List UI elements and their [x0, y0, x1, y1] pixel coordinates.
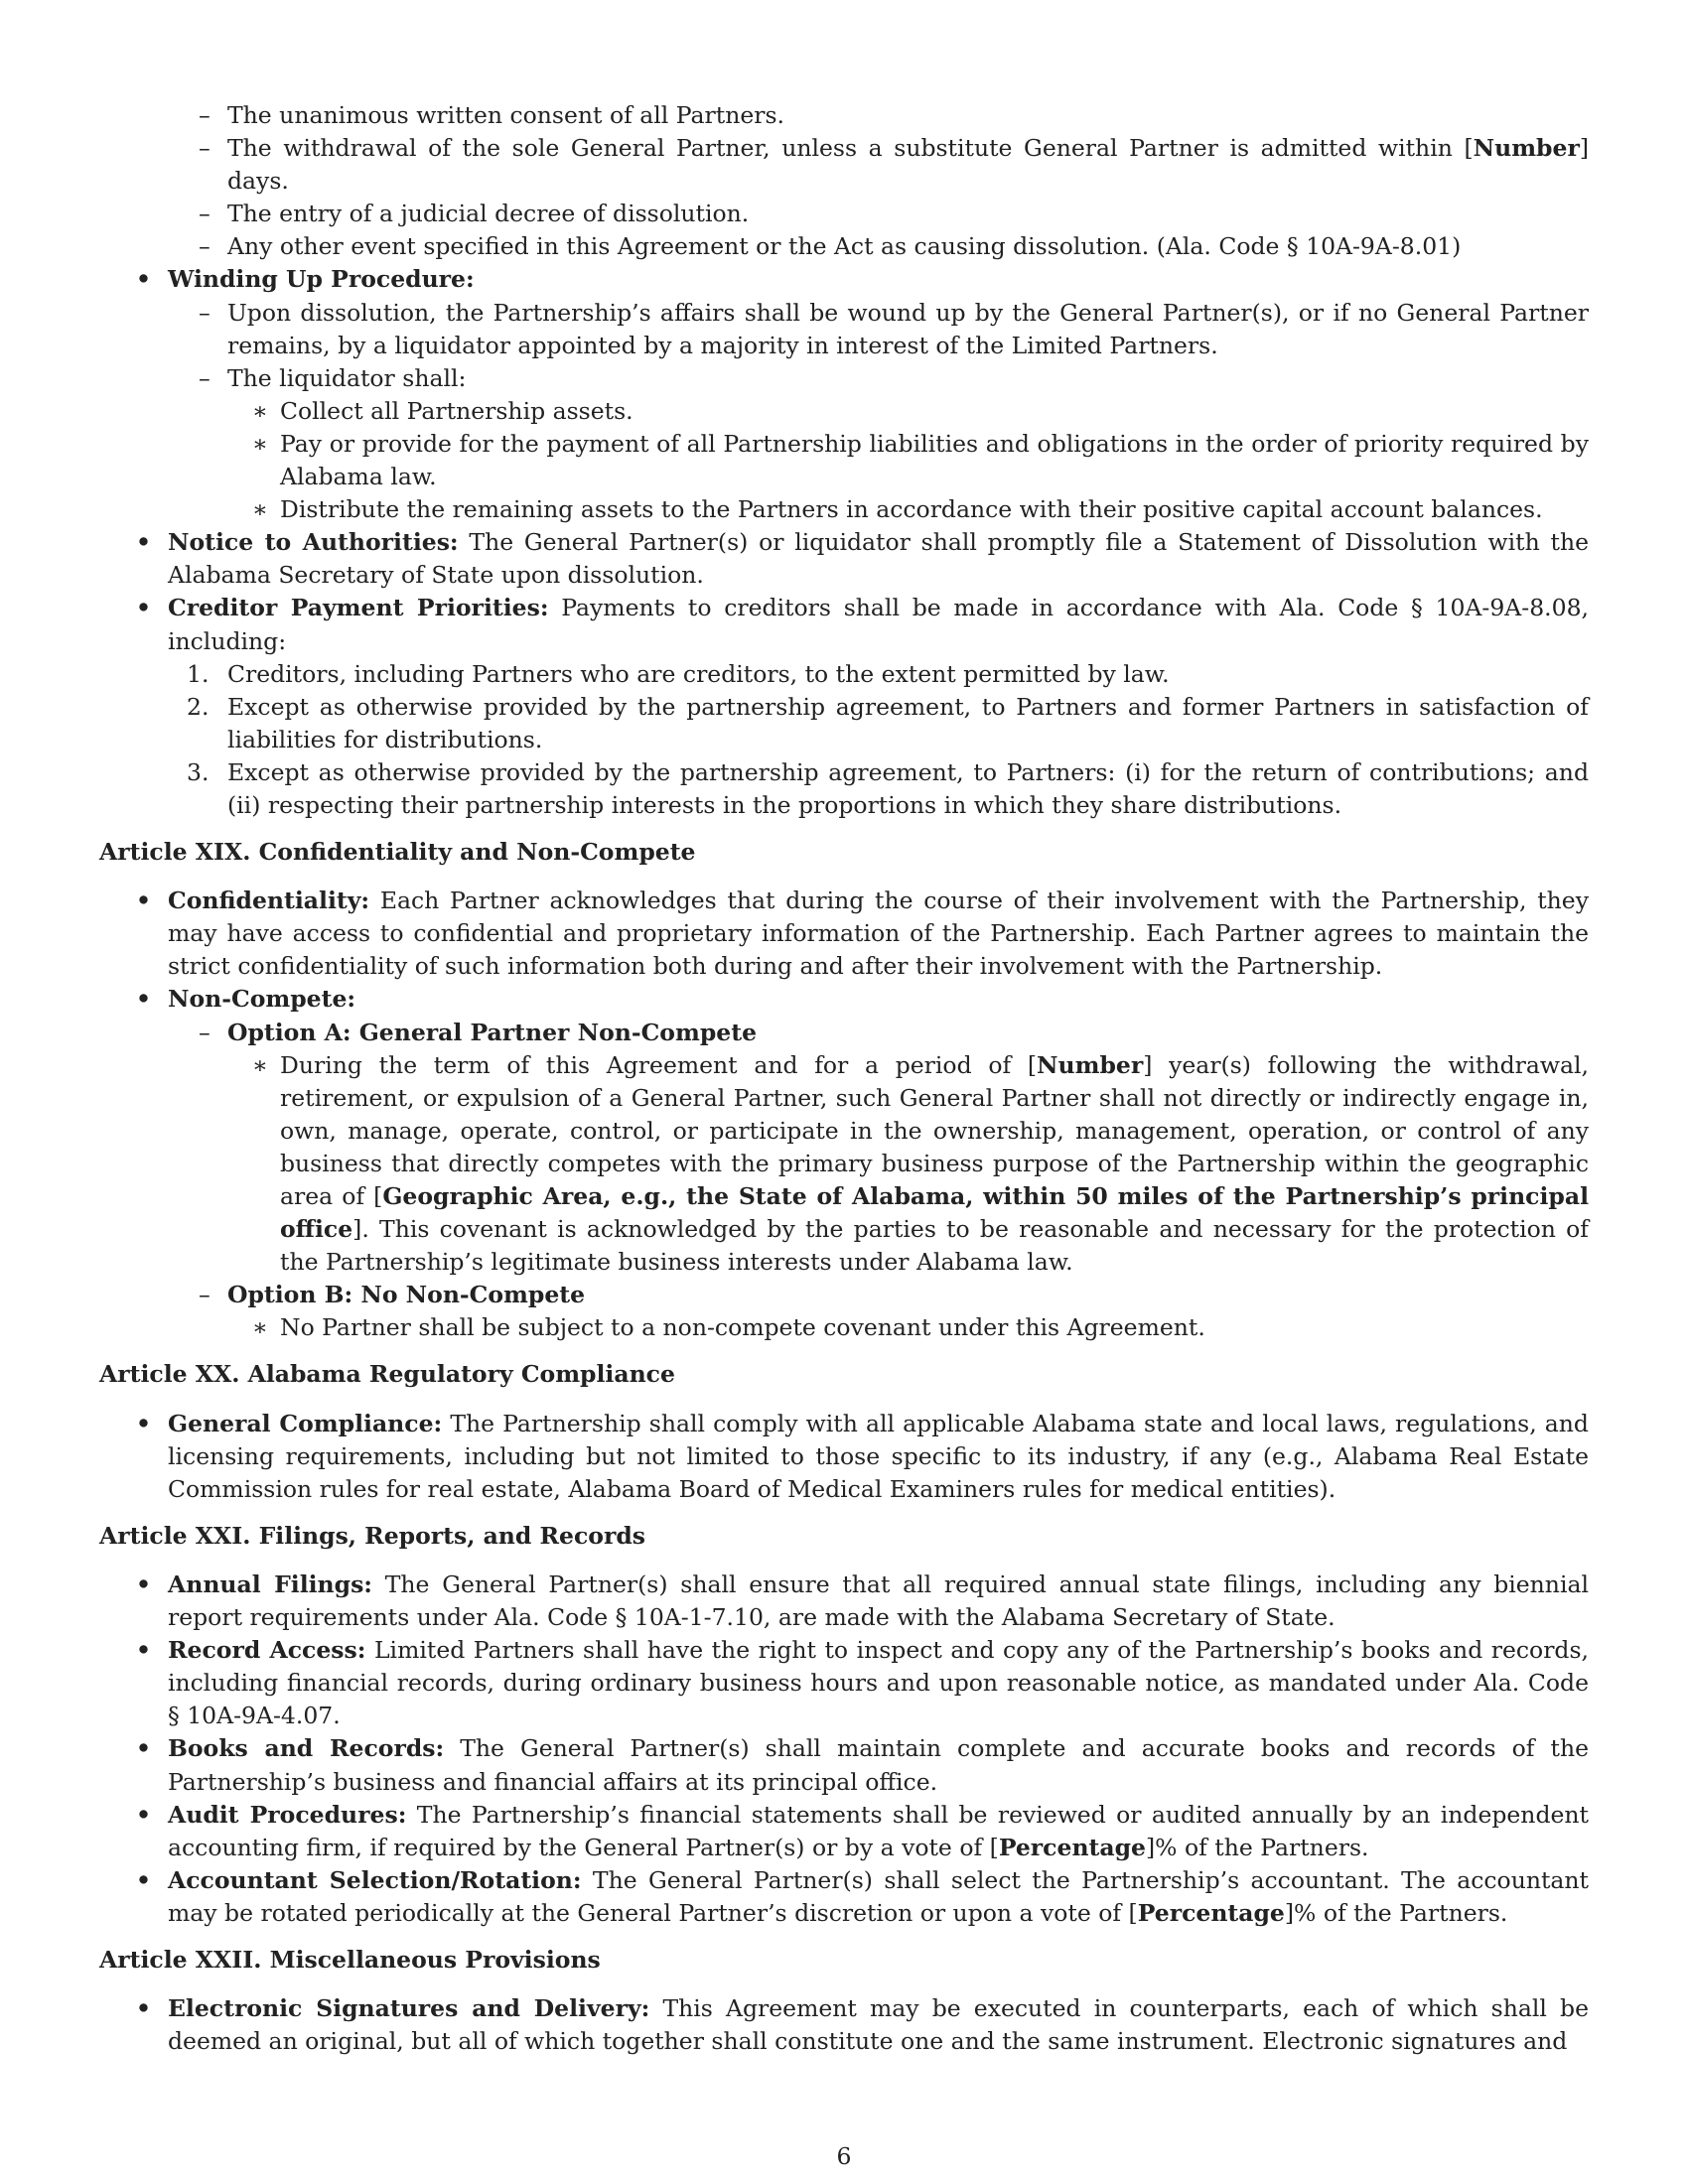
non-compete-item: • Non-Compete:	[99, 983, 1589, 1016]
list-item: ∗ During the term of this Agreement and for a period of [Number] year(s) following the withdrawal, retirement, or expulsion of a General Partner, such General Partner shall not directly or indirectly engage in, own, manage, operate, control, or participate in the ownership, management, operation, or control of any business that directly competes with the primary business purpose of the Partnership within the geographic area of [Geographic Area, e.g., the State of Alabama, within 50 miles of the Partnership’s principal office]. This covenant is acknowledged by the parties to be reasonable and necessary for the protection of the Partnership’s legitimate business interests under Alabama law.	[252, 1050, 1589, 1277]
list-item: – The withdrawal of the sole General Partner, unless a substitute General Partner is admitted within [Number] days.	[199, 134, 1589, 196]
annual-filings-item: • Annual Filings: The General Partner(s) shall ensure that all required annual state filings, including any biennial report requirements under Ala. Code § 10A-1-7.10, are made with the Alabama Secretary of State.	[136, 1570, 1589, 1632]
list-item: ∗ No Partner shall be subject to a non-compete covenant under this Agreement.	[99, 1311, 1589, 1344]
bullet-marker: •	[136, 887, 152, 915]
dash-marker: –	[199, 232, 211, 261]
dash-marker: –	[199, 363, 211, 392]
list-item: ∗ Collect all Partnership assets.	[99, 395, 1589, 428]
bullet-marker: •	[136, 528, 152, 557]
dash-marker: –	[199, 1281, 211, 1309]
page-number: 6	[836, 2142, 852, 2170]
bullet-marker: •	[136, 1734, 152, 1763]
confidentiality-item: • Confidentiality: Each Partner acknowledges that during the course of their involvement with the Partnership, they may have access to confidential and proprietary information of the Partnership. Each Partner agrees to maintain the strict confidentiality of such information both during and after their involvement with the Partnership.	[136, 887, 1589, 981]
list-item: – The entry of a judicial decree of dissolution.	[99, 198, 1589, 230]
option-b-item: – Option B: No Non-Compete	[99, 1279, 1589, 1311]
bullet-marker: •	[136, 594, 152, 622]
bullet-marker: •	[136, 265, 152, 294]
bullet-marker: •	[136, 985, 152, 1014]
bullet-marker: •	[136, 1800, 152, 1829]
dash-marker: –	[199, 298, 211, 327]
record-access-item: • Record Access: Limited Partners shall have the right to inspect and copy any of the Partnership’s books and records, including financial records, during ordinary business hours and upon reasonable notice, as mandated under Ala. Code § 10A-9A-4.07.	[136, 1636, 1589, 1730]
creditor-item: • Creditor Payment Priorities: Payments to creditors shall be made in accordance with Ala. Code § 10A-9A-8.08, including:	[136, 594, 1589, 655]
article-heading: Article XXII. Miscellaneous Provisions	[99, 1945, 601, 1974]
winding-up-item: • Winding Up Procedure:	[99, 263, 1589, 296]
notice-item: • Notice to Authorities: The General Partner(s) or liquidator shall promptly file a Statement of Dissolution with the Alabama Secretary of State upon dissolution.	[136, 528, 1589, 590]
bullet-marker: •	[136, 1409, 152, 1437]
list-item: ∗ Distribute the remaining assets to the Partners in accordance with their positive capital account balances.	[99, 493, 1589, 526]
list-item: – The unanimous written consent of all Partners.	[99, 99, 1589, 132]
numbered-item: 3. Except as otherwise provided by the partnership agreement, to Partners: (i) for the return of contributions; and (ii) respecting their partnership interests in the proportions in which they share distributions.	[187, 757, 1589, 819]
dash-marker: –	[199, 200, 211, 228]
accountant-item: • Accountant Selection/Rotation: The General Partner(s) shall select the Partnership’s accountant. The accountant may be rotated periodically at the General Partner’s discretion or upon a vote of [Percentage]% of the Partners.	[136, 1865, 1589, 1927]
audit-item: • Audit Procedures: The Partnership’s financial statements shall be reviewed or audited annually by an independent accounting firm, if required by the General Partner(s) or by a vote of [Percentage]% of the Partners.	[136, 1800, 1589, 1861]
dash-marker: –	[199, 101, 211, 129]
bullet-marker: •	[136, 1865, 152, 1894]
dash-marker: –	[199, 1018, 211, 1046]
list-item: ∗ Pay or provide for the payment of all Partnership liabilities and obligations in the order of priority required by Alabama law.	[252, 429, 1589, 491]
option-a-item: – Option A: General Partner Non-Compete	[99, 1017, 1589, 1049]
asterisk-marker: ∗	[252, 1050, 268, 1079]
asterisk-marker: ∗	[252, 1313, 268, 1342]
bullet-marker: •	[136, 1636, 152, 1665]
bullet-marker: •	[136, 1994, 152, 2023]
bullet-marker: •	[136, 1570, 152, 1598]
article-heading: Article XX. Alabama Regulatory Compliance	[99, 1360, 675, 1389]
numbered-item: 1. Creditors, including Partners who are creditors, to the extent permitted by law.	[187, 659, 1170, 688]
document-page	[99, 99, 1589, 2058]
list-item: – Upon dissolution, the Partnership’s affairs shall be wound up by the General Partner(s), or if no General Partner remains, by a liquidator appointed by a majority in interest of the Limited Partners.	[199, 298, 1589, 359]
asterisk-marker: ∗	[252, 396, 268, 425]
asterisk-marker: ∗	[252, 495, 268, 524]
dash-marker: –	[199, 134, 211, 163]
article-heading: Article XXI. Filings, Reports, and Records	[99, 1521, 646, 1550]
numbered-item: 2. Except as otherwise provided by the partnership agreement, to Partners and former Partners in satisfaction of liabilities for distributions.	[187, 692, 1589, 753]
compliance-item: • General Compliance: The Partnership shall comply with all applicable Alabama state and local laws, regulations, and licensing requirements, including but not limited to those specific to its industry, if any (e.g., Alabama Real Estate Commission rules for real estate, Alabama Board of Medical Examiners rules for medical entities).	[136, 1409, 1589, 1503]
books-records-item: • Books and Records: The General Partner(s) shall maintain complete and accurate books and records of the Partnership’s business and financial affairs at its principal office.	[136, 1734, 1589, 1796]
electronic-signatures-item: • Electronic Signatures and Delivery: This Agreement may be executed in counterparts, each of which shall be deemed an original, but all of which together shall constitute one and the same instrument. Electronic signatures and	[136, 1994, 1589, 2056]
list-item: – The liquidator shall:	[99, 362, 1589, 395]
list-item: – Any other event specified in this Agreement or the Act as causing dissolution. (Ala. Code § 10A-9A-8.01)	[99, 230, 1589, 263]
asterisk-marker: ∗	[252, 429, 268, 458]
article-heading: Article XIX. Confidentiality and Non-Compete	[99, 838, 696, 867]
